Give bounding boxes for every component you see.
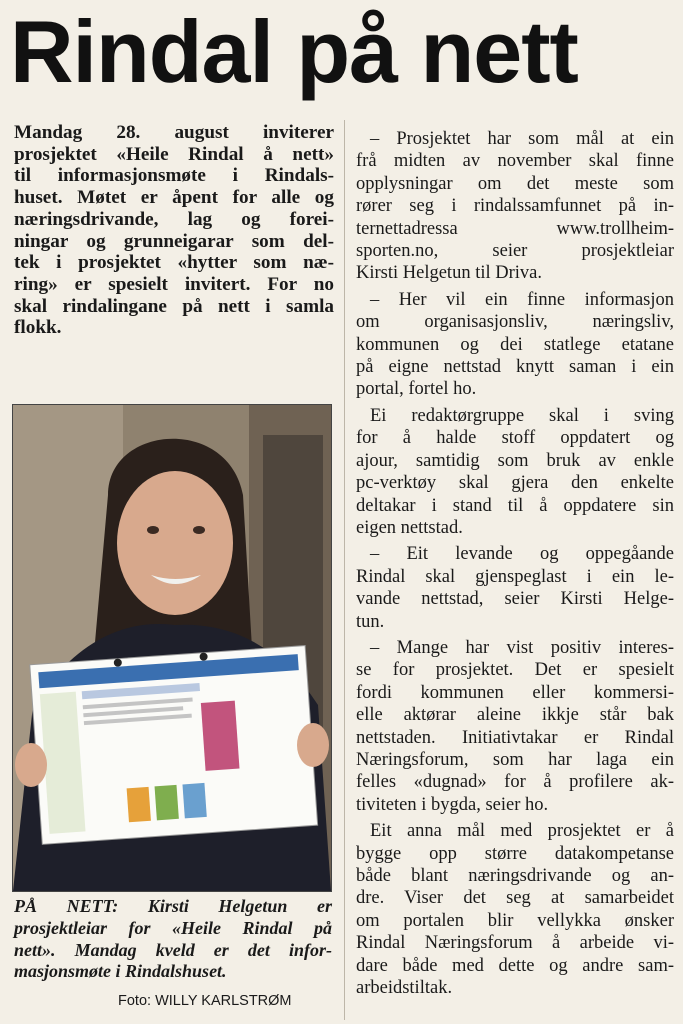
photo-illustration	[13, 405, 331, 891]
caption-line: nett». Mandag kveld er det infor-	[14, 939, 332, 960]
body-line: om portalen blir vellykka ønsker	[356, 910, 674, 931]
lead-line: næringsdrivande, lag og forei-	[14, 208, 334, 230]
body-line: eigen nettstad.	[356, 517, 463, 538]
body-line: deltakar i stand til å oppdatere sin	[356, 495, 674, 516]
headline: Rindal på nett	[10, 2, 578, 101]
body-line: felles «dugnad» for å profilere ak-	[356, 772, 674, 793]
body-line: portal, fortel ho.	[356, 379, 477, 400]
body-column	[356, 128, 674, 1003]
lead-line: flokk.	[14, 317, 62, 339]
lead-line: tek i prosjektet «hytter som næ-	[14, 252, 334, 274]
body-paragraph	[356, 543, 674, 633]
body-line: tiviteten i bygda, seier ho.	[356, 794, 549, 815]
body-line: – Prosjektet har som mål at ein	[370, 129, 674, 149]
column-divider	[344, 120, 345, 1020]
lead-paragraph	[14, 122, 334, 339]
body-line: rører seg i rindalssamfunnet på in-	[356, 196, 674, 217]
body-paragraph	[356, 405, 674, 539]
lead-line: til informasjonsmøte i Rindals-	[14, 165, 334, 187]
body-line: sporten.no, seier prosjektleiar	[356, 241, 674, 262]
lead-column	[14, 122, 334, 339]
lead-line: ring» er spesielt invitert. For no	[14, 273, 334, 295]
body-line: Ei redaktørgruppe skal i sving	[370, 405, 674, 426]
body-line: – Eit levande og oppegåande	[370, 544, 674, 565]
body-line: frå midten av november skal finne	[356, 151, 674, 172]
lead-line: skal rindalingane på nett i samla	[14, 295, 334, 317]
body-paragraph	[356, 637, 674, 816]
lead-line: prosjektet «Heile Rindal å nett»	[14, 143, 334, 165]
body-paragraph	[356, 820, 674, 999]
body-line: fordi kommunen eller kommersi-	[356, 682, 674, 703]
body-line: på eigne nettstad knytt saman i ein	[356, 357, 674, 378]
caption-line: prosjektleiar for «Heile Rindal på	[14, 917, 332, 938]
body-line: – Her vil ein finne informasjon	[370, 289, 674, 310]
body-line: se for prosjektet. Det er spesielt	[356, 660, 674, 681]
lead-line: huset. Møtet er åpent for alle og	[14, 187, 334, 209]
body-paragraph	[356, 128, 674, 285]
body-line: Rindal Næringsforum å arbeide vi-	[356, 933, 674, 954]
photo-credit: Foto: WILLY KARLSTRØM	[118, 993, 292, 1009]
body-line: både blant næringsdrivande og an-	[356, 866, 674, 886]
body-line: pc-verktøy skal gjera den enkelte	[356, 473, 674, 494]
body-line: ternettadressa www.trollheim-	[356, 218, 674, 239]
body-line: dare både med dette og andre sam-	[356, 955, 674, 976]
body-line: – Mange har vist positiv interes-	[370, 637, 674, 658]
body-line: nettstaden. Initiativtakar er Rindal	[356, 727, 674, 748]
body-line: kommunen og dei statlege etatane	[356, 334, 674, 355]
body-line: tun.	[356, 611, 385, 632]
body-line: elle aktørar aleine ikkje står bak	[356, 705, 674, 726]
lead-line: ningar og grunneigarar som del-	[14, 230, 334, 252]
body-line: Rindal skal gjenspeglast i ein le-	[356, 566, 674, 587]
body-line: ajour, samtidig som bruk av enkle	[356, 450, 674, 471]
lead-line: Mandag 28. august inviterer	[14, 122, 334, 143]
caption-line: masjonsmøte i Rindalshuset.	[14, 961, 227, 982]
body-line: opplysningar om det meste som	[356, 173, 674, 194]
body-line: Næringsforum, som har laga ein	[356, 749, 674, 770]
body-line: arbeidstiltak.	[356, 978, 453, 999]
body-line: dre. Viser det seg at samarbeidet	[356, 888, 674, 909]
body-line: Kirsti Helgetun til Driva.	[356, 263, 542, 284]
caption-line: PÅ NETT: Kirsti Helgetun er	[14, 896, 332, 916]
body-line: bygge opp større datakompetanse	[356, 843, 674, 864]
photo	[12, 404, 332, 892]
body-line: Eit anna mål med prosjektet er å	[370, 821, 674, 842]
body-line: vande nettstad, seier Kirsti Helge-	[356, 589, 674, 610]
body-line: for å halde stoff oppdatert og	[356, 428, 674, 449]
body-line: om organisasjonsliv, næringsliv,	[356, 312, 674, 333]
photo-caption	[14, 896, 332, 983]
body-paragraph	[356, 289, 674, 401]
